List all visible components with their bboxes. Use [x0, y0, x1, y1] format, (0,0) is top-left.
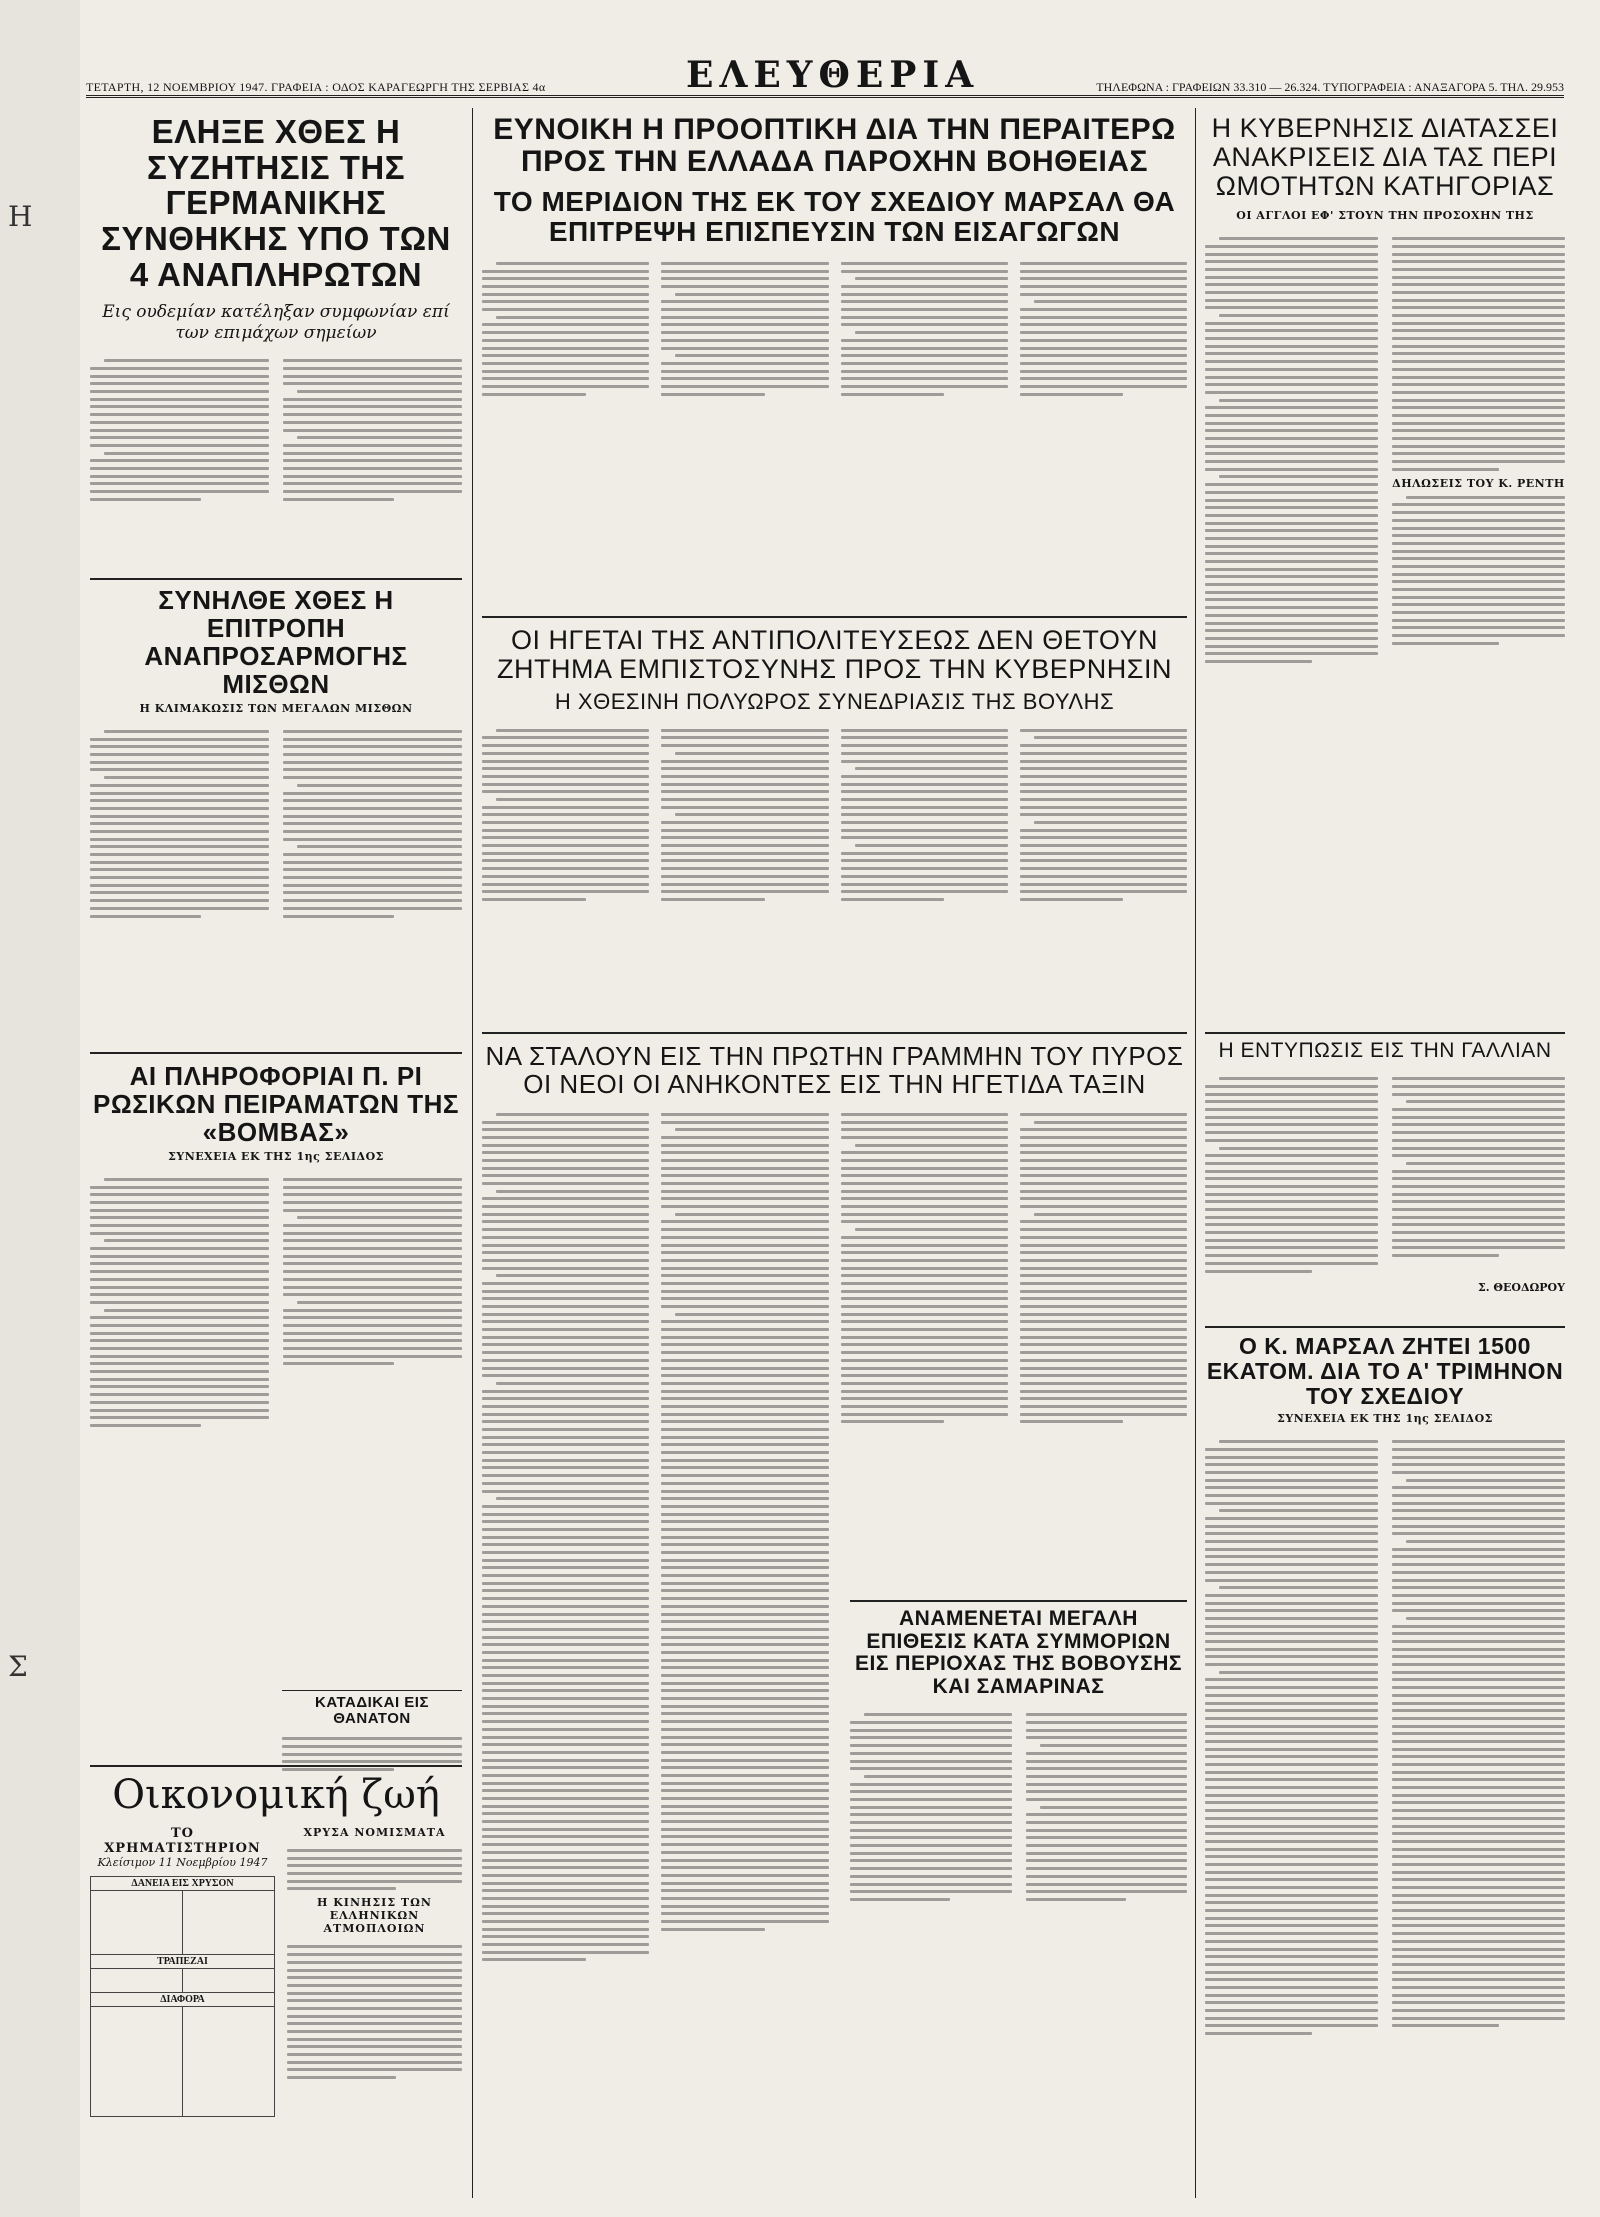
masthead-dateline: ΤΕΤΑΡΤΗ, 12 ΝΟΕΜΒΡΙΟΥ 1947. ΓΡΑΦΕΙΑ : ΟΔΟΣ ΚΑΡΑΓΕΩΡΓΗ ΤΗΣ ΣΕΡΒΙΑΣ 4α — [86, 80, 546, 94]
masthead-contact: ΤΗΛΕΦΩΝΑ : ΓΡΑΦΕΙΩΝ 33.310 — 26.324. ΤΥΠΟΓΡΑΦΕΙΑ : ΑΝΑΞΑΓΟΡΑ 5. ΤΗΛ. 29.953 — [1096, 80, 1564, 94]
section-rule — [1205, 1032, 1565, 1034]
gold-title: ΧΡΥΣΑ ΝΟΜΙΣΜΑΤΑ — [303, 1826, 446, 1839]
headline: Η ΚΥΒΕΡΝΗΣΙΣ ΔΙΑΤΑΣΣΕΙ ΑΝΑΚΡΙΣΕΙΣ ΔΙΑ ΤΑΣ ΠΕΡΙ ΩΜΟΤΗΤΩΝ ΚΑΤΗΓΟΡΙΑΣ — [1211, 113, 1559, 202]
headline: ΣΥΝΗΛΘΕ ΧΘΕΣ Η ΕΠΙΤΡΟΠΗ ΑΝΑΠΡΟΣΑΡΜΟΓΗΣ ΜΙΣΘΩΝ — [144, 585, 408, 700]
headline: Ο Κ. ΜΑΡΣΑΛ ΖΗΤΕΙ 1500 ΕΚΑΤΟΜ. ΔΙΑ ΤΟ Α' ΤΡΙΜΗΝΟΝ ΤΟΥ ΣΧΕΔΙΟΥ — [1206, 1333, 1564, 1409]
stock-market — [90, 1826, 275, 2117]
subhead: Εις ουδεμίαν κατέληξαν συμφωνίαν επί των επιμάχων σημείων — [102, 302, 450, 344]
article-german-treaty — [90, 114, 462, 505]
stock-table — [90, 1876, 275, 2117]
article-marshall-aid — [482, 114, 1187, 400]
masthead — [86, 54, 1564, 98]
article-offensive — [850, 1600, 1187, 1906]
stock-date: Κλείσιμον 11 Νοεμβρίου 1947 — [97, 1856, 268, 1869]
section-title: Οικονομική ζωή — [112, 1772, 440, 1818]
economy-body — [287, 1826, 462, 2117]
table-header: ΔΙΑΦΟΡΑ — [91, 1992, 275, 2006]
headline: ΕΥΝΟΙΚΗ Η ΠΡΟΟΠΤΙΚΗ ΔΙΑ ΤΗΝ ΠΕΡΑΙΤΕΡΩ ΠΡΟΣ ΤΗΝ ΕΛΛΑΔΑ ΠΑΡΟΧΗΝ ΒΟΗΘΕΙΑΣ — [493, 113, 1176, 179]
table-header: ΔΑΝΕΙΑ ΕΙΣ ΧΡΥΣΟΝ — [91, 1876, 275, 1890]
section-rule — [90, 578, 462, 580]
article-opposition — [482, 626, 1187, 906]
column-rule — [472, 108, 473, 2198]
margin-glyph: Σ — [8, 1650, 28, 1683]
article-death-sentences — [282, 1690, 462, 1776]
stock-title: ΤΟ ΧΡΗΜΑΤΙΣΤΗΡΙΟΝ — [104, 1826, 261, 1856]
headline: ΝΑ ΣΤΑΛΟΥΝ ΕΙΣ ΤΗΝ ΠΡΩΤΗΝ ΓΡΑΜΜΗΝ ΤΟΥ ΠΥΡΟΣ ΟΙ ΝΕΟΙ ΟΙ ΑΝΗΚΟΝΤΕΣ ΕΙΣ ΤΗΝ ΗΓΕΤΙΔΑ ΤΑΞΙΝ — [485, 1041, 1184, 1100]
article-government-inquiry — [1205, 114, 1565, 668]
article-body — [90, 355, 462, 506]
article-body — [90, 1173, 462, 1431]
margin-glyph: Η — [8, 200, 33, 233]
article-marshall-request — [1205, 1334, 1565, 2040]
kicker: ΣΥΝΕΧΕΙΑ ΕΚ ΤΗΣ 1ης ΣΕΛΙΔΟΣ — [168, 1150, 384, 1164]
newspaper-title: ΕΛΕΥΘΕΡΙΑ — [686, 54, 980, 96]
article-body — [1205, 1073, 1565, 1278]
headline: ΟΙ ΗΓΕΤΑΙ ΤΗΣ ΑΝΤΙΠΟΛΙΤΕΥΣΕΩΣ ΔΕΝ ΘΕΤΟΥΝ ΖΗΤΗΜΑ ΕΜΠΙΣΤΟΣΥΝΗΣ ΠΡΟΣ ΤΗΝ ΚΥΒΕΡΝΗΣΙΝ — [496, 625, 1172, 685]
article-body — [482, 724, 1187, 906]
table-header: ΤΡΑΠΕΖΑΙ — [91, 1954, 275, 1968]
shipping-title: Η ΚΙΝΗΣΙΣ ΤΩΝ ΕΛΛΗΝΙΚΩΝ ΑΤΜΟΠΛΟΙΩΝ — [317, 1896, 432, 1936]
section-rule — [482, 616, 1187, 618]
headline: ΕΛΗΞΕ ΧΘΕΣ Η ΣΥΖΗΤΗΣΙΣ ΤΗΣ ΓΕΡΜΑΝΙΚΗΣ ΣΥΝΘΗΚΗΣ ΥΠΟ ΤΩΝ 4 ΑΝΑΠΛΗΡΩΤΩΝ — [101, 113, 451, 293]
author: Σ. ΘΕΟΔΩΡΟΥ — [1477, 1281, 1565, 1295]
scan-margin — [0, 0, 80, 2217]
section-rule — [1205, 1326, 1565, 1328]
article-body — [90, 725, 462, 922]
section-rule — [90, 1052, 462, 1054]
article-france — [1205, 1040, 1565, 1294]
article-body — [482, 257, 1187, 400]
economy-section — [90, 1772, 462, 2117]
article-salary-committee — [90, 586, 462, 922]
kicker: ΣΥΝΕΧΕΙΑ ΕΚ ΤΗΣ 1ης ΣΕΛΙΔΟΣ — [1277, 1412, 1493, 1426]
article-body — [850, 1709, 1187, 1906]
headline: ΚΑΤΑΔΙΚΑΙ ΕΙΣ ΘΑΝΑΤΟΝ — [282, 1690, 462, 1727]
headline: ΑΝΑΜΕΝΕΤΑΙ ΜΕΓΑΛΗ ΕΠΙΘΕΣΙΣ ΚΑΤΑ ΣΥΜΜΟΡΙΩΝ ΕΙΣ ΠΕΡΙΟΧΑΣ ΤΗΣ ΒΟΒΟΥΣΗΣ ΚΑΙ ΣΑΜΑΡΙΝΑΣ — [850, 1600, 1187, 1699]
kicker: Η ΚΛΙΜΑΚΩΣΙΣ ΤΩΝ ΜΕΓΑΛΩΝ ΜΙΣΘΩΝ — [139, 702, 413, 716]
kicker: ΟΙ ΑΓΓΛΟΙ ΕΦ' ΣΤΟΥΝ ΤΗΝ ΠΡΟΣΟΧΗΝ ΤΗΣ — [1236, 209, 1534, 223]
article-body — [1205, 1435, 1565, 2039]
section-rule — [90, 1765, 462, 1767]
headline: ΑΙ ΠΛΗΡΟΦΟΡΙΑΙ Π. ΡΙ ΡΩΣΙΚΩΝ ΠΕΙΡΑΜΑΤΩΝ ΤΗΣ «ΒΟΜΒΑΣ» — [93, 1061, 459, 1148]
article-atomic — [90, 1062, 462, 1432]
subhead: Η ΧΘΕΣΙΝΗ ΠΟΛΥΩΡΟΣ ΣΥΝΕΔΡΙΑΣΙΣ ΤΗΣ ΒΟΥΛΗΣ — [554, 689, 1115, 715]
article-body — [1205, 232, 1565, 667]
section-rule — [482, 1032, 1187, 1034]
column-rule — [1195, 108, 1196, 2198]
statement-title: ΔΗΛΩΣΕΙΣ ΤΟΥ Κ. ΡΕΝΤΗ — [1392, 476, 1565, 490]
headline-secondary: ΤΟ ΜΕΡΙΔΙΟΝ ΤΗΣ ΕΚ ΤΟΥ ΣΧΕΔΙΟΥ ΜΑΡΣΑΛ ΘΑ ΕΠΙΤΡΕΨΗ ΕΠΙΣΠΕΥΣΙΝ ΤΩΝ ΕΙΣΑΓΩΓΩΝ — [493, 185, 1176, 248]
margin-marks — [8, 0, 68, 2217]
headline: Η ΕΝΤΥΠΩΣΙΣ ΕΙΣ ΤΗΝ ΓΑΛΛΙΑΝ — [1218, 1039, 1552, 1062]
